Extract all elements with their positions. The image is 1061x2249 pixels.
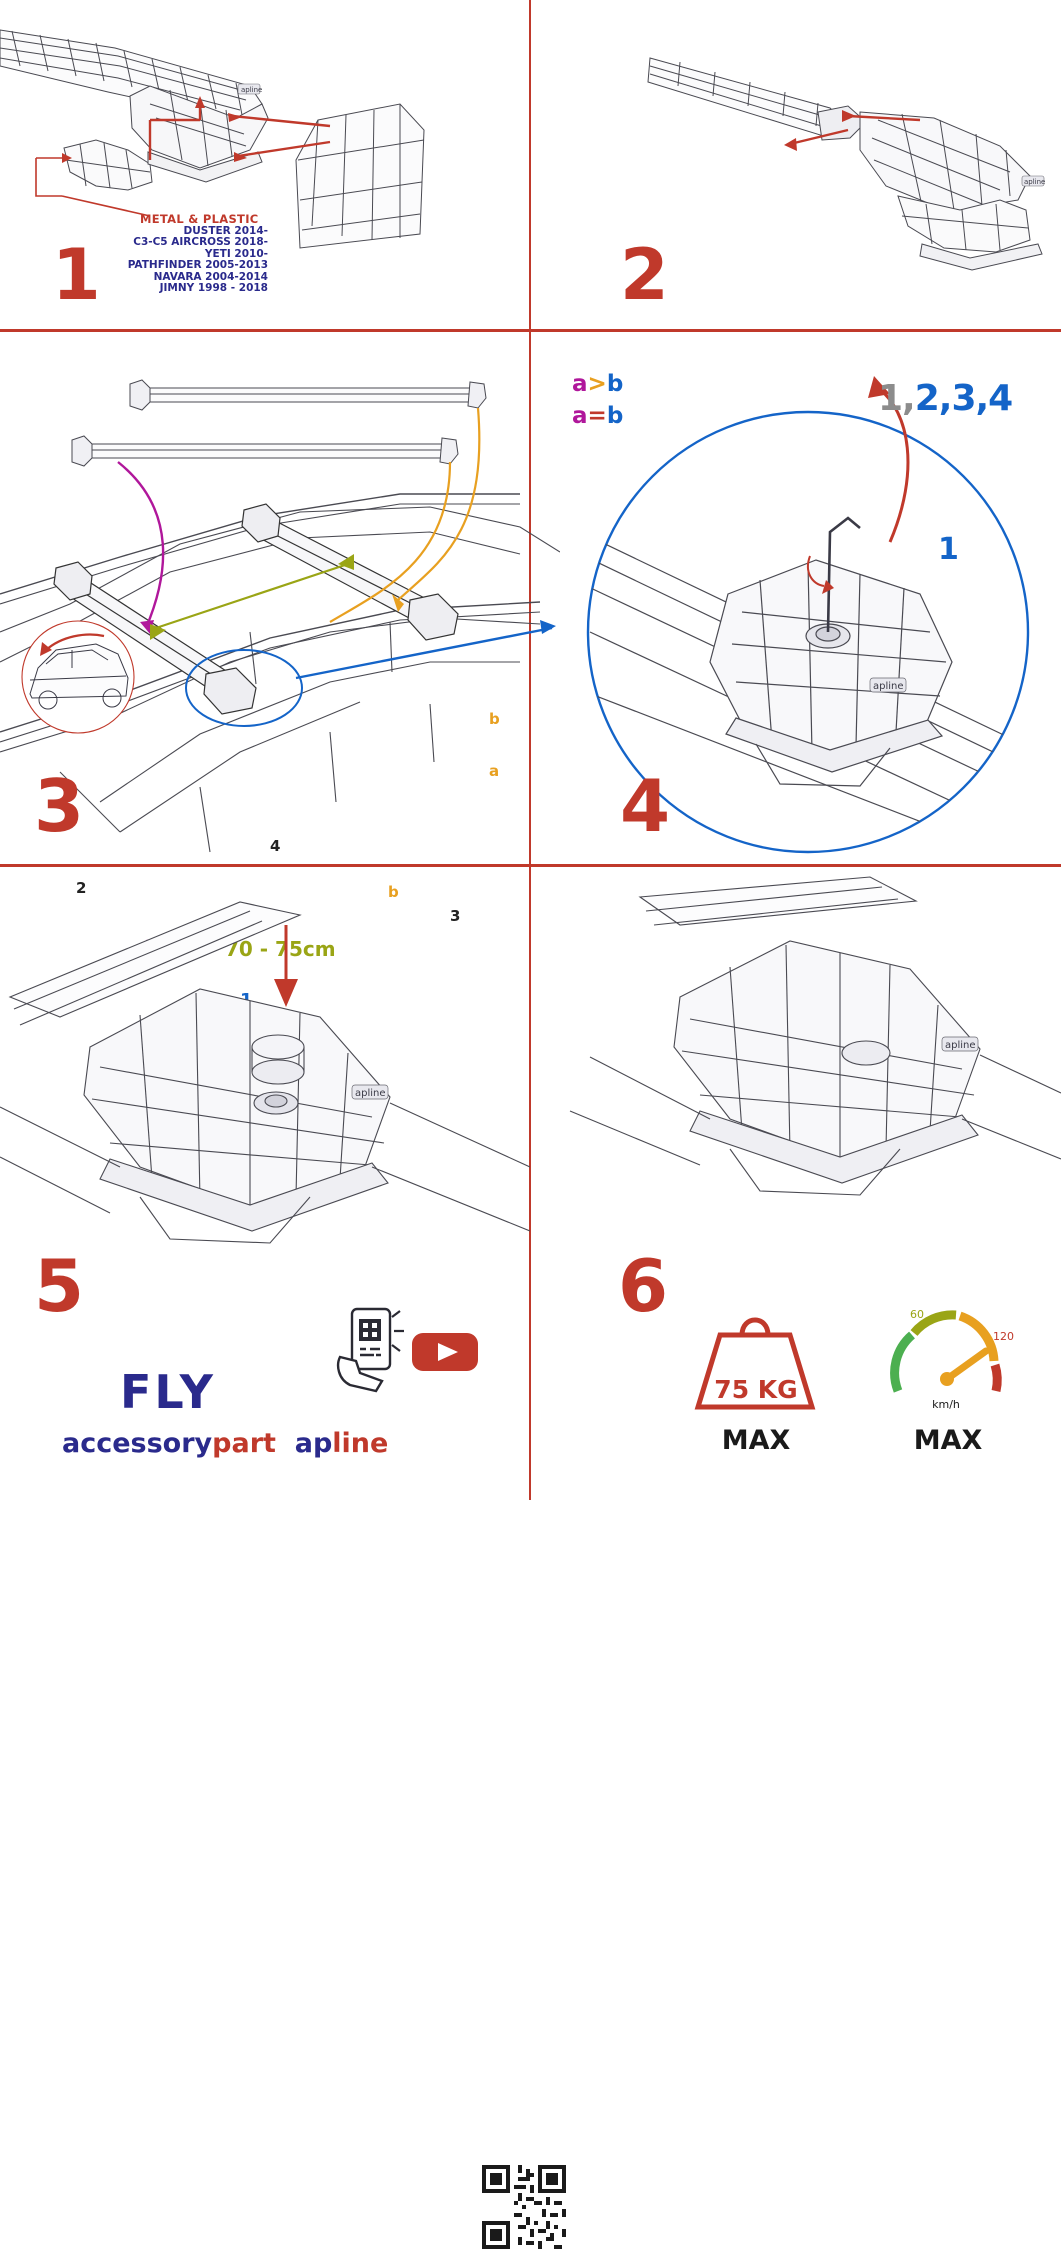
step-4-sequence xyxy=(878,378,1012,419)
step-2-illustration xyxy=(530,0,1061,329)
ineq1-b: b xyxy=(606,371,624,397)
brand-accessory: accessory xyxy=(62,1428,213,1459)
step-4-callout: 1 xyxy=(938,532,959,567)
apline-badge-step6 xyxy=(942,1037,978,1051)
step-number-3: 3 xyxy=(34,764,83,848)
qr-code xyxy=(482,2165,566,2249)
sequence-blue: 2,3,4 xyxy=(914,378,1013,419)
ineq1-a: a xyxy=(572,371,588,397)
step-number-5: 5 xyxy=(34,1244,83,1328)
ineq1-op: > xyxy=(587,371,607,397)
svg-text:apline: apline xyxy=(241,86,263,94)
bar-number-3: 3 xyxy=(450,907,461,925)
step-3-illustration xyxy=(0,332,560,961)
youtube-icon[interactable] xyxy=(410,1327,480,1377)
svg-text:apline: apline xyxy=(945,1040,976,1051)
step-number-1: 1 xyxy=(52,234,99,316)
vehicle-item: NAVARA 2004-2014 xyxy=(153,270,268,283)
vehicle-list xyxy=(118,226,268,294)
distance-label: 70 - 75cm xyxy=(225,937,336,961)
step-number-4: 4 xyxy=(620,764,669,848)
weight-value: 75 KG xyxy=(714,1375,798,1404)
gauge-tick-high: 120 xyxy=(993,1330,1014,1343)
svg-text:apline: apline xyxy=(873,681,904,692)
brand-wordmark xyxy=(62,1428,388,1459)
ineq2-a: a xyxy=(572,403,588,429)
vehicle-item: C3-C5 AIRCROSS 2018- xyxy=(133,236,268,249)
ineq2-op: = xyxy=(587,403,607,429)
step-5-illustration xyxy=(0,867,530,1500)
sequence-gray: 1, xyxy=(878,378,915,419)
weight-max-label: MAX xyxy=(721,1425,791,1456)
phone-qr-scan-icon xyxy=(330,1305,410,1395)
gauge-tick-low: 60 xyxy=(910,1308,924,1321)
speed-max-label: MAX xyxy=(913,1425,983,1456)
step-number-2: 2 xyxy=(620,234,667,316)
label-a-top: a xyxy=(489,762,500,780)
step-number-6: 6 xyxy=(618,1244,667,1328)
brand-part: part xyxy=(212,1428,276,1459)
speed-unit-label: km/h xyxy=(932,1398,960,1411)
apline-badge-step2 xyxy=(1022,176,1045,186)
label-b-bar: b xyxy=(388,883,399,901)
vehicle-item: JIMNY 1998 - 2018 xyxy=(159,282,268,295)
bar-number-4: 4 xyxy=(270,837,281,855)
ineq2-b: b xyxy=(606,403,624,429)
apline-badge-step4 xyxy=(870,678,906,692)
brand-ap: ap xyxy=(294,1428,333,1459)
apline-badge-step1 xyxy=(238,84,262,94)
fly-wordmark: FLY xyxy=(120,1365,216,1419)
brand-line: line xyxy=(332,1428,389,1459)
label-b-top: b xyxy=(489,710,500,728)
svg-text:apline: apline xyxy=(1024,178,1046,186)
bar-number-2: 2 xyxy=(76,879,87,897)
material-title: METAL & PLASTIC xyxy=(140,212,259,226)
apline-badge-step5 xyxy=(352,1085,388,1099)
svg-text:apline: apline xyxy=(355,1088,386,1099)
vehicle-item: YETI 2010- xyxy=(204,247,268,260)
vehicle-item: PATHFINDER 2005-2013 xyxy=(127,259,268,272)
vehicle-item: DUSTER 2014- xyxy=(183,225,268,237)
